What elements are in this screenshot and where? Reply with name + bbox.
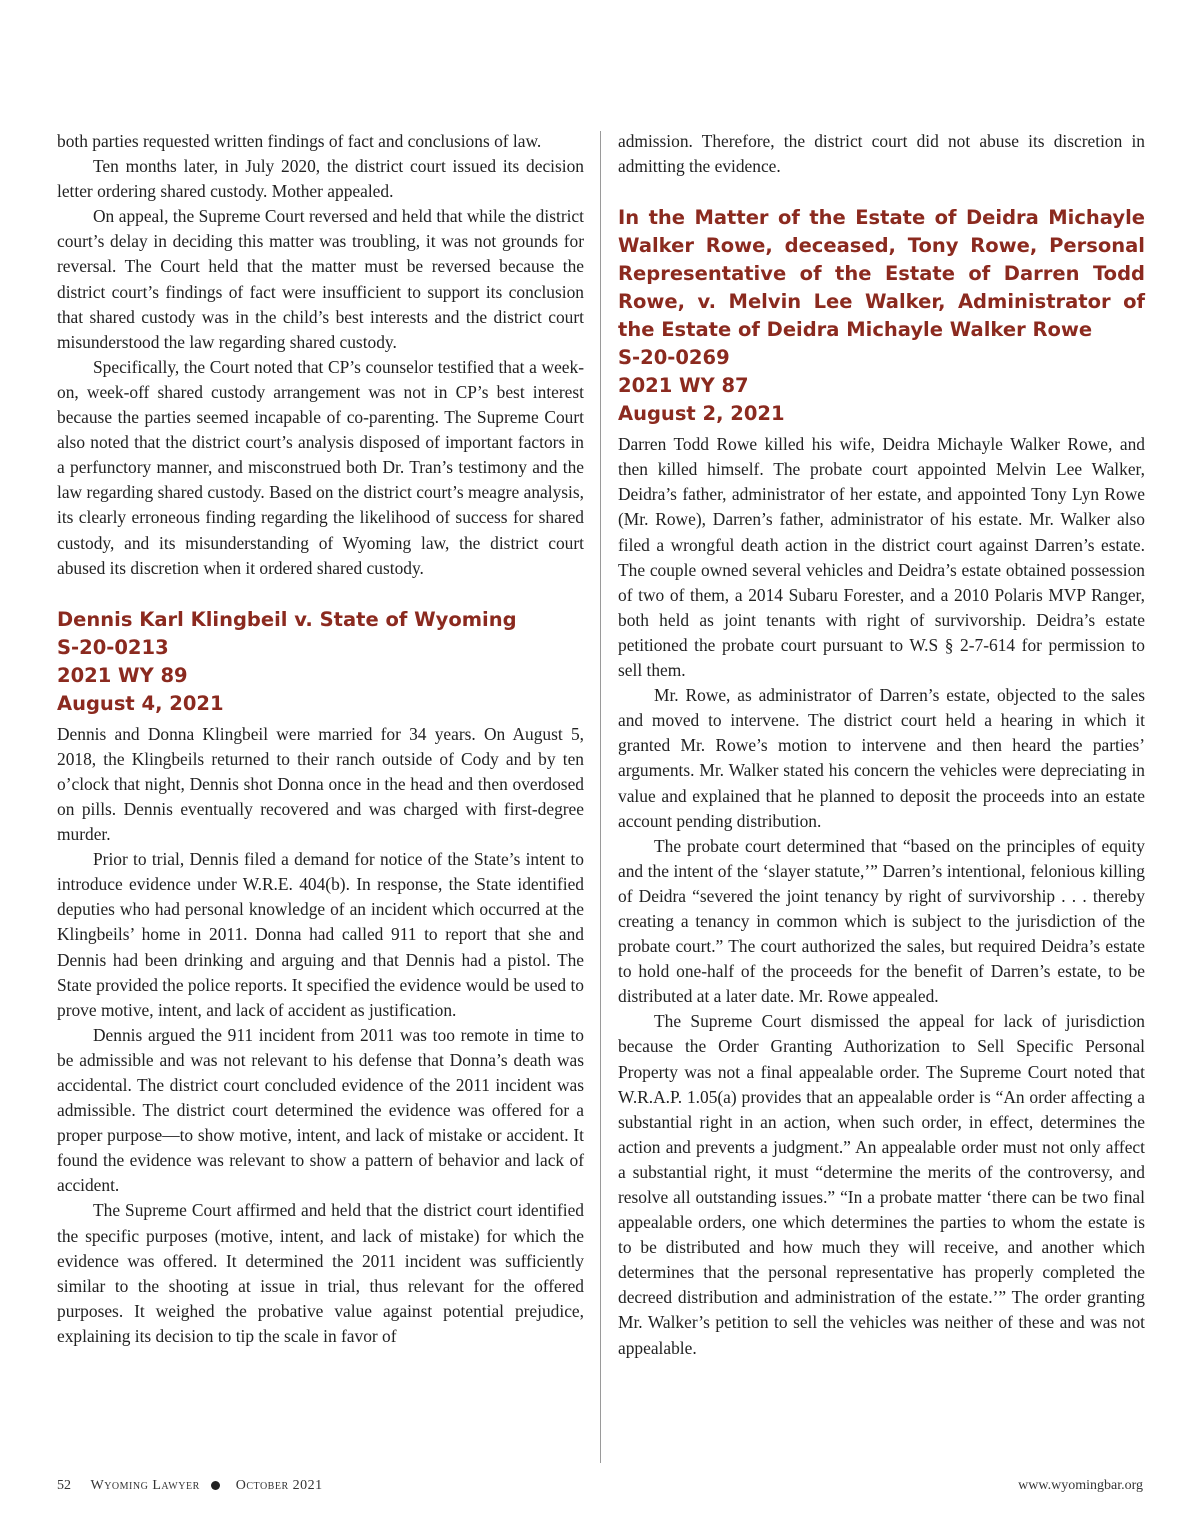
body-paragraph: Darren Todd Rowe killed his wife, Deidra Michayle Walker Rowe, and then killed himself. The probate court appointed Melvin Lee Walker, Deidra’s father, administrator of her estate, and appointed Tony Lyn Rowe (Mr. Rowe), Darren’s father, administrator of his estate. Mr. Walker also filed a wrongful death action in the district court against Darren’s estate. The couple owned several vehicles and Deidra’s estate obtained possession of two of them, a 2014 Subaru Forester, and a 2010 Polaris MVP Ranger, both held as joint tenants with right of survivorship. Deidra’s estate petitioned the probate court pursuant to W.S § 2-7-614 for permission to sell them. [618,434,1145,681]
case-title: In the Matter of the Estate of Deidra Michayle Walker Rowe, deceased, Tony Rowe, Personal Representative of the Estate of Darren Todd Rowe, v. Melvin Lee Walker, Administrator of the Estate of Deidra Michayle Walker Rowe [618,206,1145,342]
body-paragraph: admission. Therefore, the district court did not abuse its discretion in admitting the evidence. [618,131,1145,177]
body-paragraph: Prior to trial, Dennis filed a demand for notice of the State’s intent to introduce evidence under W.R.E. 404(b). In response, the State identified deputies who had personal knowledge of an incident which occurred at the Klingbeils’ home in 2011. Donna had called 911 to report that she and Dennis had been drinking and arguing and that Dennis had a pistol. The State provided the police reports. It specified the evidence would be used to prove motive, intent, and lack of accident as justification. [57,849,584,1020]
case-docket: S-20-0269 [618,346,730,370]
case-heading-klingbeil [57,606,584,718]
body-paragraph: Ten months later, in July 2020, the district court issued its decision letter ordering shared custody. Mother appealed. [57,156,584,202]
body-paragraph: Mr. Rowe, as administrator of Darren’s estate, objected to the sales and moved to intervene. The district court held a hearing in which it granted Mr. Rowe’s motion to intervene and then heard the parties’ arguments. Mr. Walker stated his concern the vehicles were depreciating in value and explained that he planned to deposit the proceeds into an estate account pending distribution. [618,685,1145,831]
body-paragraph: both parties requested written findings of fact and conclusions of law. [57,131,542,151]
bullet-icon [211,1481,220,1490]
body-paragraph: Specifically, the Court noted that CP’s counselor testified that a week-on, week-off shared custody arrangement was not in CP’s best interest because the parties seemed incapable of co-parenting. The Supreme Court also noted that the district court’s analysis disposed of important factors in a perfunctory manner, and misconstrued both Dr. Tran’s testimony and the law regarding shared custody. Based on the district court’s meagre analysis, its clearly erroneous finding regarding the likelihood of success for shared custody, and its misunderstanding of Wyoming law, the district court abused its discretion when it ordered shared custody. [57,356,584,578]
case-title: Dennis Karl Klingbeil v. State of Wyoming [57,607,517,631]
page-footer [57,1478,1143,1500]
page-number: 52 [57,1478,71,1493]
column-divider [600,131,601,1463]
body-paragraph: On appeal, the Supreme Court reversed and held that while the district court’s delay in deciding this matter was troubling, it was not grounds for reversal. The Court held that the matter must be reversed because the district court’s findings of fact were insufficient to support its conclusion that shared custody was in the child’s best interests and the district court misunderstood the law regarding shared custody. [57,206,584,352]
case-date: August 2, 2021 [618,402,785,426]
issue-date: October 2021 [235,1478,323,1493]
case-citation: 2021 WY 87 [618,374,749,398]
left-column [57,129,584,1349]
body-paragraph: The Supreme Court dismissed the appeal for lack of jurisdiction because the Order Granting Authorization to Sell Specific Personal Property was not a final appealable order. The Supreme Court noted that W.R.A.P. 1.05(a) provides that an appealable order is “An order affecting a substantial right in an action, when such order, in effect, determines the action and prevents a judgment.” An appealable order must not only affect a substantial right, it must “determine the merits of the controversy, and resolve all outstanding issues.” “In a probate matter ‘there can be two final appealable orders, one which determines the parties to whom the estate is to be distributed and how much they will receive, and another which determines that the personal representative has properly completed the decreed distribution and administration of the estate.’” The order granting Mr. Walker’s petition to sell the vehicles was neither of these and was not appealable. [618,1011,1145,1358]
case-docket: S-20-0213 [57,635,169,659]
case-heading-rowe [618,204,1145,428]
case-citation: 2021 WY 89 [57,663,188,687]
body-paragraph: The Supreme Court affirmed and held that the district court identified the specific purposes (motive, intent, and lack of mistake) for which the evidence was offered. It determined the 2011 incident was sufficiently similar to the shooting at issue in trial, thus relevant for the offered purposes. It weighed the probative value against potential prejudice, explaining its decision to tip the scale in favor of [57,1200,584,1346]
website-link[interactable]: www.wyomingbar.org [1018,1478,1143,1493]
body-paragraph: Dennis argued the 911 incident from 2011 was too remote in time to be admissible and was not relevant to his defense that Donna’s death was accidental. The district court concluded evidence of the 2011 incident was admissible. The district court determined the evidence was offered for a proper purpose—to show motive, intent, and lack of mistake or accident. It found the evidence was relevant to show a pattern of behavior and lack of accident. [57,1024,584,1196]
right-column [618,129,1145,1361]
body-paragraph: Dennis and Donna Klingbeil were married for 34 years. On August 5, 2018, the Klingbeils returned to their ranch outside of Cody and by ten o’clock that night, Dennis shot Donna once in the head and then overdosed on pills. Dennis eventually recovered and was charged with first-degree murder. [57,723,584,845]
footer-left [57,1478,323,1494]
case-date: August 4, 2021 [57,691,224,715]
body-paragraph: The probate court determined that “based on the principles of equity and the intent of the ‘slayer statute,’” Darren’s intentional, felonious killing of Deidra “severed the joint tenancy by right of survivorship . . . thereby creating a tenancy in common which is subject to the jurisdiction of the probate court.” The court authorized the sales, but required Deidra’s estate to hold one-half of the proceeds for the benefit of Darren’s estate, to be distributed at a later date. Mr. Rowe appealed. [618,835,1145,1007]
publication-name: Wyoming Lawyer [90,1478,200,1493]
